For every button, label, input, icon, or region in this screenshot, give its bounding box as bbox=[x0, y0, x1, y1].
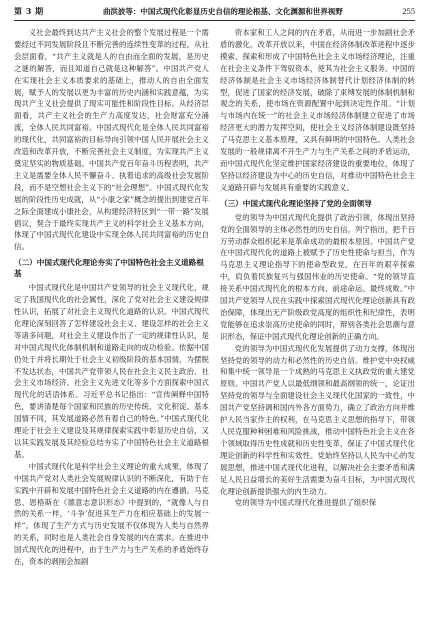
two-column-body bbox=[14, 27, 415, 623]
right-column bbox=[220, 27, 415, 623]
paragraph: 中国式现代化是中国共产党领导的社会主义现代化，规定了我国现代化的社会属性，深化了党对社会主义建设规律性认识，拓展了对社会主义现代化道路的认识。中国式现代化理论深刻回答了怎样建设社会主义、建设怎样的社会主义等诸多问题，对社会主义建设作出了一定的规律性认识，是对中国式现代化体制机制和道路走向的成功检验。依据中国仍处于并将长期处于社会主义初级阶段的基本国情，为摆脱不发达状态，中国共产党带领人民在社会主义民主政治、社会主义市场经济、社会主义先进文化等多个方面探索中国式现代化的话语体系。习近平总书记指出：“宣传阐释中国特色，要讲清楚每个国家和民族的历史传统、文化积淀、基本国情不同，其发展道路必然有着自己的特色。”中国式现代化理论于社会主义建设及其规律探索实践中彰显历史自信，又以其实践发展及其经验总结夯实了中国特色社会主义道路根基。 bbox=[14, 283, 209, 459]
paragraph: 义社会最终到达共产主义社会的整个发展过程是一个需要经过不同发展阶段且不断完善的连续性变革的过程。从社会层面看，“共产主义就是人的自由而全面的发展，是历史之谜的解答，而且知道自己就是这种解答”。中国共产党人在实现社会主义本质要求的基础上，推动人的自由全面发展，赋予人的发展以更为丰富的历史内涵和实践意蕴，为实现共产主义社会提供了现实可能性和阶段性目标。从经济层面看，共产主义社会的生产力高度发达，社会财富充分涌流，全体人民共同富裕。中国式现代化是全体人民共同富裕的现代化，共同富裕的目标导向引领中国人民开展社会主义改造和改革开放，不断完善社会主义制度，为实现共产主义奠定坚实的物质基础。中国共产党百年奋斗历程表明，共产主义是需要全体人民不懈奋斗、执着追求的高级社会发展阶段，而不是空想社会主义下的“社会理想”。中国式现代化发展的阶段性历史成就，从“小康之家”概念的提出到建党百年之际全面建成小康社会，从构建经济特区到“一带一路”发展倡议，契合于最终实现共产主义的科学社会主义基本方向，体现了中国式现代化建设中实现全体人民共同富裕的历史自信。 bbox=[14, 28, 209, 252]
issue-number: 第 3 期 bbox=[14, 6, 44, 16]
running-title: 曲洪波等：中国式现代化彰显历史自信的理论根基、文化渊源和世界视野 bbox=[102, 7, 343, 16]
section-heading: （二）中国式现代化理论夯实了中国特色社会主义道路根基 bbox=[14, 258, 204, 279]
running-header bbox=[14, 6, 415, 21]
section-heading: （三）中国式现代化理论坚持了党的全面领导 bbox=[220, 198, 372, 208]
paragraph: 中国式现代化是科学社会主义理论的重大成果，体现了中国共产党对人类社会发展规律认识的不断深化，有助于在实践中开辟和发展中国特色社会主义道路的内在遵循。马克思、恩格斯在《德意志意识形态》中提到的，“就像人与自然的关系一样，‘斗争’促进其生产力在相应基础上的发展一样”。体现了生产方式与历史发展不仅体现为人类与自然界的关系，同时也是人类社会自身发展的内在需求。在推进中国式现代化的进程中，由于生产力与生产关系的矛盾始终存在，资本的剥削会加剧 bbox=[14, 461, 209, 567]
paragraph: 党的领导为中国式现代化推进提供了组织保 bbox=[234, 498, 377, 508]
paragraph: 党的领导为中国式现代化发展提供了动力支撑，体现出坚持党的领导的动力和必然性的历史自信。维护党中央权威和集中统一领导是一个成熟的马克思主义执政党的重大建党原则。中国共产党人以最低纲领和最高纲领的统一，论证出坚持党的领导与全面建设社会主义现代化国家的一致性，中国共产党坚持调和国内外各方面势力，确立了政治方向并维护人民当家作主的权利，在马克思主义思想的指导下，带领人民克服种种困难和风险挑战，推动中国特色社会主义在各个领域取得历史性成就和历史性变革，保证了中国式现代化理论创新的科学性和实效性。党始终坚持以人民为中心的发展思想，推进中国式现代化进程，以解决社会主要矛盾和满足人民日益增长的美好生活需要为奋斗目标，为中国式现代化理论创新提供强大的内生动力。 bbox=[220, 343, 415, 496]
page-number: 255 bbox=[402, 6, 415, 16]
left-column bbox=[14, 27, 209, 623]
paragraph: 资本家和工人之间的内在矛盾，从而进一步加剧社会矛盾的激化。改革开放以来，中国在经济体制改革进程中逐步摸索、探索和形成了中国特色社会主义市场经济理论，注重在社会主义条件下驾驭资本，使其为社会主义服务。中国的经济体制是社会主义市场经济体制替代计划经济体制的转型，促进了国家的经济发展，破除了束缚发展的体制机制和观念的关系，使市场在资源配置中起到决定性作用。“计划与市场内在统一”的社会主义市场经济体制建立促进了市场经济更大的潜力发挥空间，使社会主义经济体制建设既坚持了马克思主义基本原理，又具有鲜明的中国特色。人类社会发展的一般规律离不开生产力与生产关系之间的矛盾运动，而中国式现代化坚定维护国家经济建设的重要地位，体现了坚持以经济建设为中心的历史自信，对推动中国特色社会主义道路开辟与发展具有重要的实践意义。 bbox=[220, 28, 415, 192]
paragraph: 党的领导为中国式现代化提供了政治引领，体现出坚持党的全面领导的主体必然性的历史自信。列宁指出，把千百万劳动群众组织起来是革命成功的最根本原因。中国共产党在中国式现代化的道路上被赋予了历史性使命与担当，作为马克思主义理论指导下的使命型政党，在百年的艰辛探索中，肩负着民族复兴与强国伟业的历史使命。“党的领导直接关系中国式现代化的根本方向、前途命运、最终成败。”中国共产党领导人民在实践中探索国式现代化理论创新具有政治保障，体现出无产阶级政党高度的组织性和纪律性，表明党能够在追求崇高历史使命的同时，辩别各类社会思潮与意识形态，保证中国式现代化理论创新的正确方向。 bbox=[220, 212, 415, 341]
